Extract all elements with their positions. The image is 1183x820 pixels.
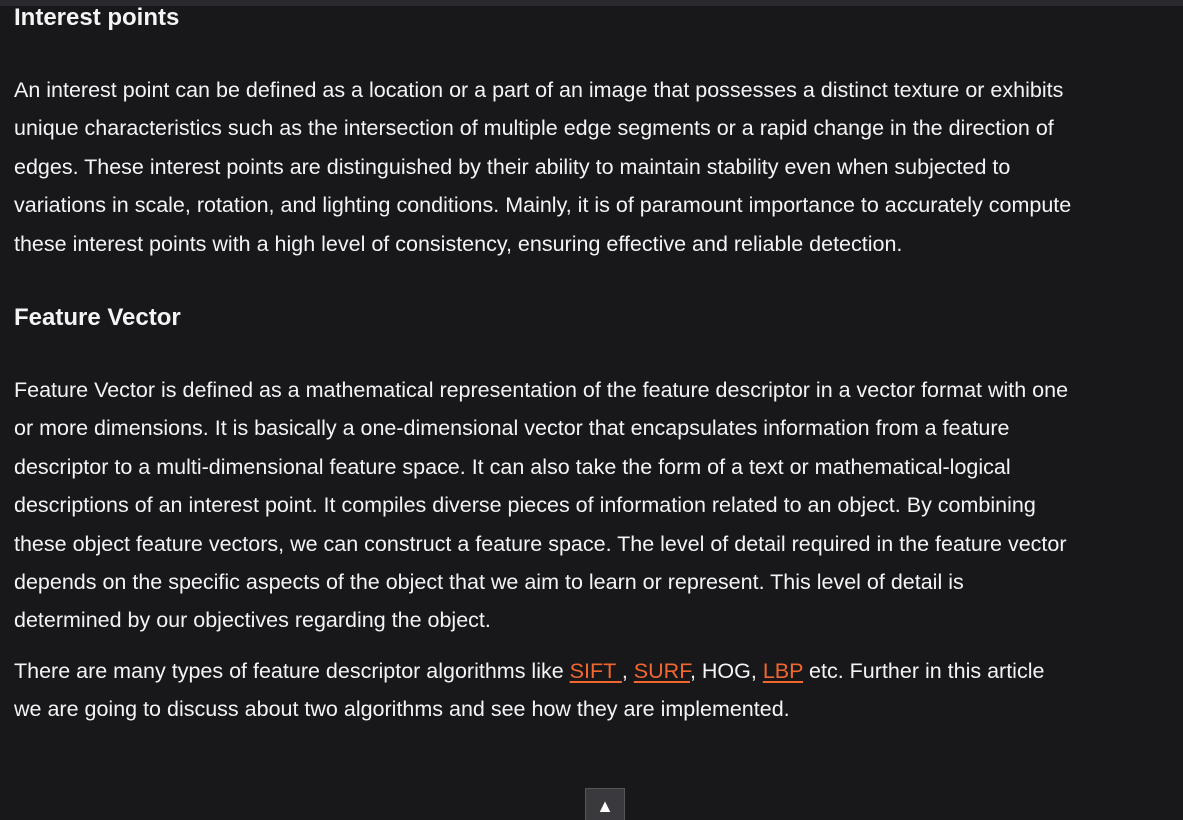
article-content bbox=[14, 0, 1074, 729]
algorithms-text-after: etc. Further in this article we are going to discuss about two algorithms and see how they are implemented. bbox=[14, 658, 1045, 722]
algorithms-sep-2: , HOG, bbox=[689, 658, 763, 683]
scroll-to-top-button[interactable] bbox=[585, 788, 625, 820]
paragraph-feature-vector: Feature Vector is defined as a mathematical representation of the feature descriptor in a vector format with one or more dimensions. It is basically a one-dimensional vector that encapsulates information from a feature descriptor to a multi-dimensional feature space. It can also take the form of a text or mathematical-logical descriptions of an interest point. It compiles diverse pieces of information related to an object. By combining these object feature vectors, we can construct a feature space. The level of detail required in the feature vector depends on the specific aspects of the object that we aim to learn or represent. This level of detail is determined by our objectives regarding the object. bbox=[14, 378, 1069, 633]
algorithms-text-before: There are many types of feature descriptor algorithms like bbox=[14, 658, 570, 683]
heading-interest-points: Interest points bbox=[14, 4, 180, 31]
surf-link[interactable]: SURF bbox=[633, 658, 690, 683]
paragraph-interest-points: An interest point can be defined as a location or a part of an image that possesses a distinct texture or exhibits unique characteristics such as the intersection of multiple edge segments or a rapid change in the direction of edges. These interest points are distinguished by their ability to maintain stability even when subjected to variations in scale, rotation, and lighting conditions. Mainly, it is of paramount importance to accurately compute these interest points with a high level of consistency, ensuring effective and reliable detection. bbox=[14, 78, 1072, 256]
paragraph-algorithms bbox=[14, 652, 1074, 729]
heading-feature-vector: Feature Vector bbox=[14, 304, 181, 332]
lbp-link[interactable]: LBP bbox=[762, 658, 804, 683]
sift-link[interactable]: SIFT bbox=[569, 658, 622, 683]
algorithms-sep-1: , bbox=[621, 658, 634, 683]
up-triangle-icon: ▲ bbox=[596, 796, 614, 816]
